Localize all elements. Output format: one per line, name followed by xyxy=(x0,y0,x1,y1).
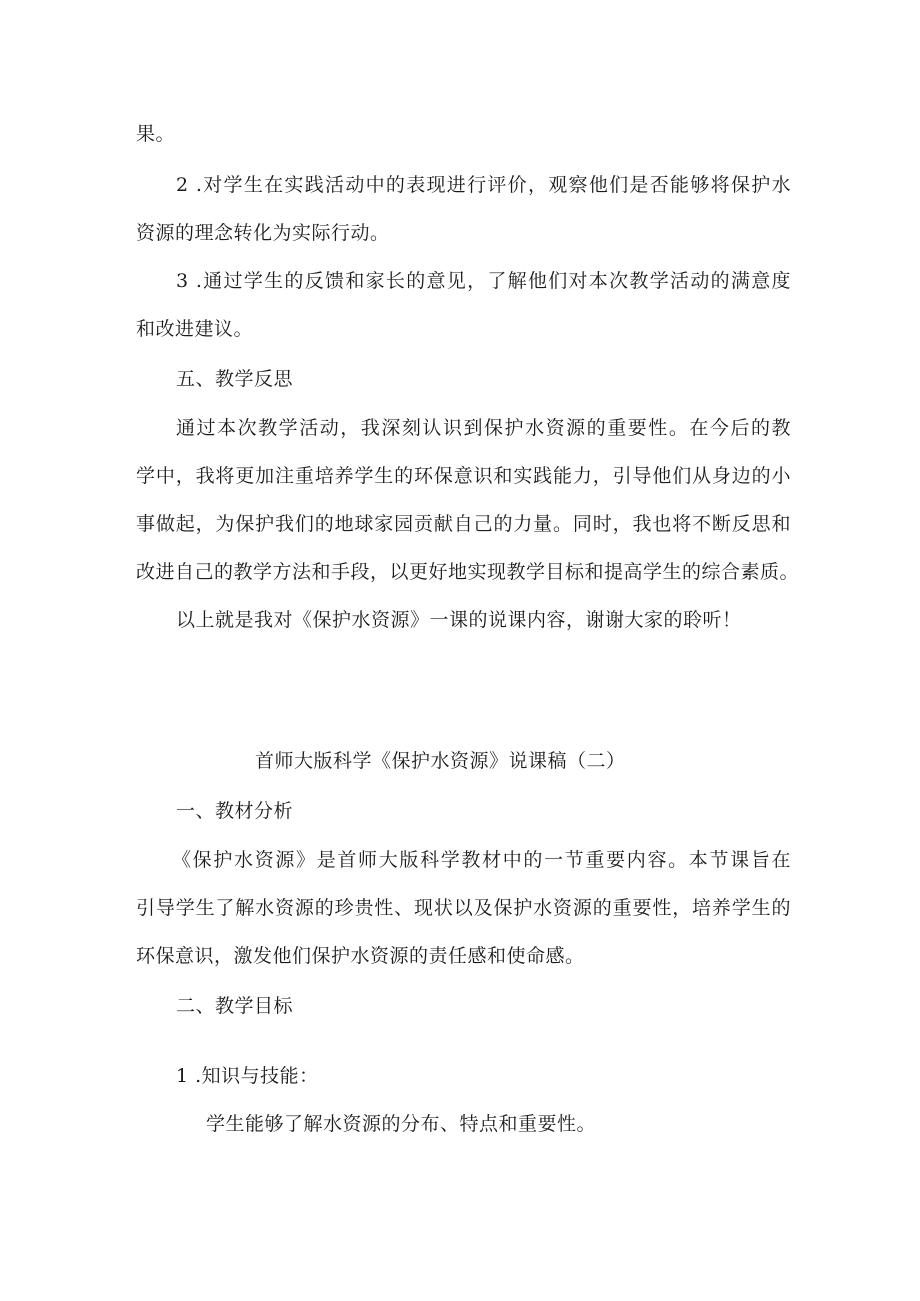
heading-goals: 二、教学目标 xyxy=(176,995,294,1017)
heading-reflection: 五、教学反思 xyxy=(176,368,294,390)
reflection-line: 事做起，为保护我们的地球家园贡献自己的力量。同时，我也将不断反思和 xyxy=(136,513,791,535)
analysis-line: 环保意识，激发他们保护水资源的责任感和使命感。 xyxy=(136,945,585,967)
item2-line2: 资源的理念转化为实际行动。 xyxy=(136,222,390,244)
goal1-text: 学生能够了解水资源的分布、特点和重要性。 xyxy=(206,1113,597,1135)
reflection-line: 改进自己的教学方法和手段，以更好地实现教学目标和提高学生的综合素质。 xyxy=(136,561,800,583)
item2-line1: 2 .对学生在实践活动中的表现进行评价，观察他们是否能够将保护水 xyxy=(176,174,791,196)
goal1-label: 1 .知识与技能： xyxy=(176,1065,319,1087)
heading-analysis: 一、教材分析 xyxy=(176,800,294,822)
reflection-line: 通过本次教学活动，我深刻认识到保护水资源的重要性。在今后的教 xyxy=(176,417,791,439)
item3-line1: 3 .通过学生的反馈和家长的意见，了解他们对本次教学活动的满意度 xyxy=(176,270,791,292)
analysis-line: 引导学生了解水资源的珍贵性、现状以及保护水资源的重要性，培养学生的 xyxy=(136,897,791,919)
section-title: 首师大版科学《保护水资源》说课稿（二） xyxy=(255,750,626,772)
analysis-line: 《保护水资源》是首师大版科学教材中的一节重要内容。本节课旨在 xyxy=(172,849,791,871)
item3-line2: 和改进建议。 xyxy=(136,318,254,340)
reflection-line: 学中，我将更加注重培养学生的环保意识和实践能力，引导他们从身边的小 xyxy=(136,465,791,487)
closing-line: 以上就是我对《保护水资源》一课的说课内容，谢谢大家的聆听！ xyxy=(176,609,742,631)
paragraph-tail: 果。 xyxy=(136,123,176,145)
